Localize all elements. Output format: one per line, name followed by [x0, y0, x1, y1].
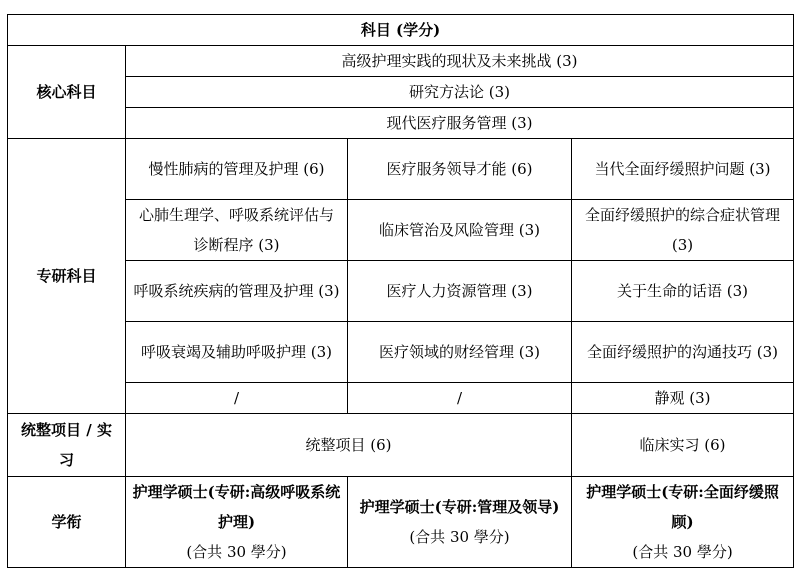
specialty-cell: 医疗领域的财经管理 (3)	[348, 322, 572, 383]
degree-title: 护理学硕士(专研:高级呼吸系统护理)	[132, 483, 341, 531]
integration-label: 统整项目 / 实习	[8, 414, 126, 477]
core-item: 现代医疗服务管理 (3)	[126, 108, 794, 139]
core-item: 高级护理实践的现状及未来挑战 (3)	[126, 46, 794, 77]
core-label: 核心科目	[8, 46, 126, 139]
specialty-label: 专研科目	[8, 139, 126, 414]
specialty-cell: 呼吸系统疾病的管理及护理 (3)	[126, 261, 348, 322]
degree-cell	[572, 477, 794, 568]
specialty-cell: 呼吸衰竭及辅助呼吸护理 (3)	[126, 322, 348, 383]
degree-label: 学衔	[8, 477, 126, 568]
specialty-cell: 心肺生理学、呼吸系统评估与诊断程序 (3)	[126, 200, 348, 261]
specialty-cell: 临床管治及风险管理 (3)	[348, 200, 572, 261]
specialty-cell: 医疗服务领导才能 (6)	[348, 139, 572, 200]
degree-credits: (合共 30 學分)	[186, 543, 287, 561]
specialty-cell: 全面纾缓照护的综合症状管理 (3)	[572, 200, 794, 261]
specialty-cell: /	[348, 383, 572, 414]
specialty-cell: /	[126, 383, 348, 414]
core-item: 研究方法论 (3)	[126, 77, 794, 108]
curriculum-table	[7, 14, 794, 568]
degree-title: 护理学硕士(专研:管理及领导)	[359, 498, 560, 516]
specialty-cell: 关于生命的话语 (3)	[572, 261, 794, 322]
degree-cell	[348, 477, 572, 568]
specialty-cell: 全面纾缓照护的沟通技巧 (3)	[572, 322, 794, 383]
specialty-cell: 慢性肺病的管理及护理 (6)	[126, 139, 348, 200]
degree-credits: (合共 30 學分)	[409, 528, 510, 546]
degree-title: 护理学硕士(专研:全面纾缓照顾)	[586, 483, 779, 531]
specialty-cell: 当代全面纾缓照护问题 (3)	[572, 139, 794, 200]
integration-project: 统整项目 (6)	[126, 414, 572, 477]
integration-practicum: 临床实习 (6)	[572, 414, 794, 477]
degree-cell	[126, 477, 348, 568]
specialty-cell: 医疗人力资源管理 (3)	[348, 261, 572, 322]
table-header: 科目 (学分)	[8, 15, 794, 46]
specialty-cell: 静观 (3)	[572, 383, 794, 414]
degree-credits: (合共 30 學分)	[632, 543, 733, 561]
